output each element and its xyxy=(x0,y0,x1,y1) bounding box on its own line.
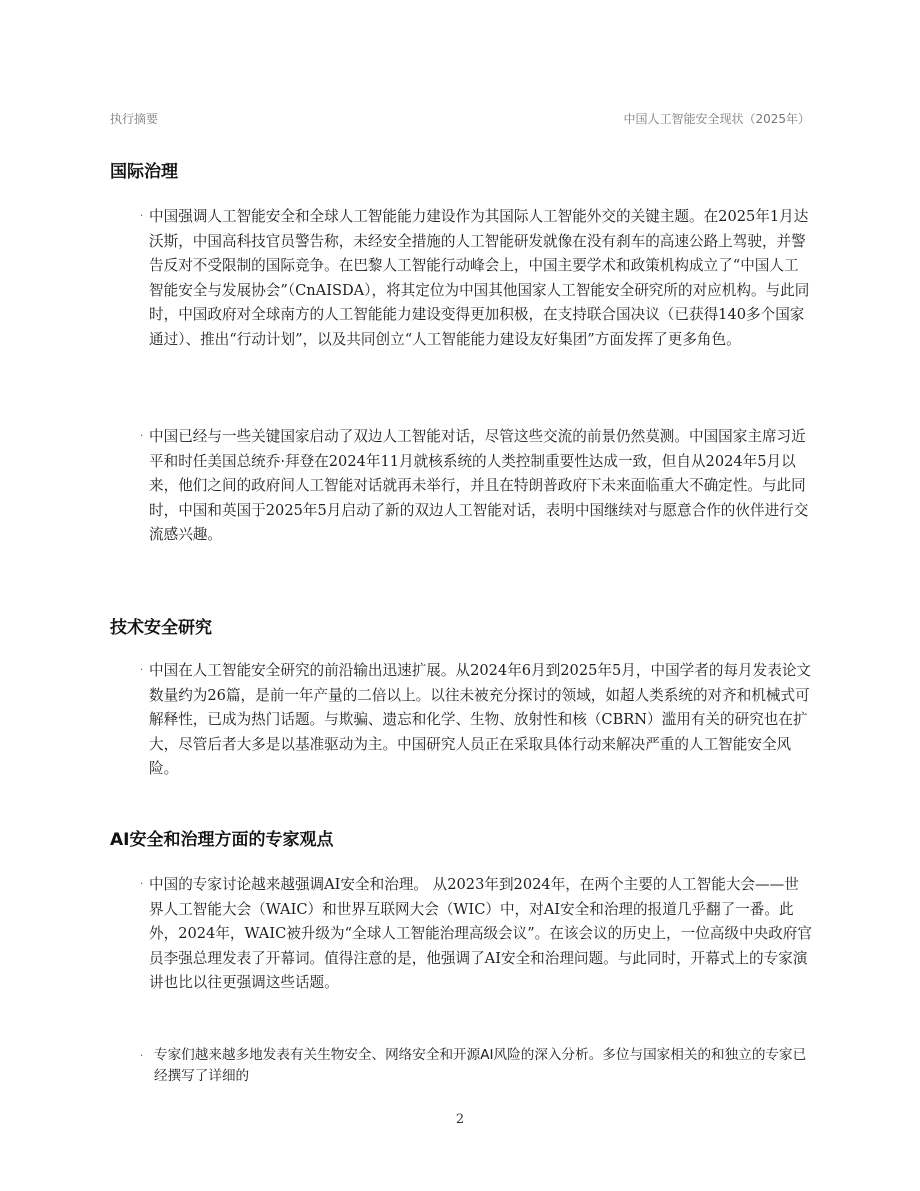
running-header xyxy=(110,110,810,128)
paragraph: 中国的专家讨论越来越强调AI安全和治理。 从2023年到2024年，在两个主要的人工智能大会——世界人工智能大会（WAIC）和世界互联网大会（WIC）中，对AI安全和治理的报道几乎翻了一番。此外，2024年，WAIC被升级为“全球人工智能治理高级会议”。在该会议的历史上，一位高级中央政府官员李强总理发表了开幕词。值得注意的是，他强调了AI安全和治理问题。与此同时，开幕式上的专家演讲也比以往更强调这些话题。 xyxy=(149,876,812,991)
list-item xyxy=(140,1045,812,1087)
bullet-marker: · xyxy=(140,211,144,222)
page-number: 2 xyxy=(455,1112,465,1127)
list-item xyxy=(140,425,812,548)
paragraph: 中国已经与一些关键国家启动了双边人工智能对话，尽管这些交流的前景仍然莫测。中国国家主席习近平和时任美国总统乔·拜登在2024年11月就核系统的人类控制重要性达成一致，但自从2024年5月以来，他们之间的政府间人工智能对话就再未举行，并且在特朗普政府下未来面临重大不确定性。与此同时，中国和英国于2025年5月启动了新的双边人工智能对话，表明中国继续对与愿意合作的伙伴进行交流感兴趣。 xyxy=(149,428,809,543)
bullet-marker: · xyxy=(140,1051,144,1062)
section-heading-international-governance: 国际治理 xyxy=(110,162,178,182)
list-item xyxy=(140,873,812,996)
paragraph: 中国在人工智能安全研究的前沿输出迅速扩展。从2024年6月到2025年5月，中国学者的每月发表论文数量约为26篇，是前一年产量的二倍以上。以往未被充分探讨的领域，如超人类系统的对齐和机械式可解释性，已成为热门话题。与欺骗、遗忘和化学、生物、放射性和核（CBRN）滥用有关的研究也在扩大，尽管后者大多是以基准驱动为主。中国研究人员正在采取具体行动来解决严重的人工智能安全风险。 xyxy=(149,662,812,777)
paragraph: 专家们越来越多地发表有关生物安全、网络安全和开源AI风险的深入分析。多位与国家相关的和独立的专家已经撰写了详细的 xyxy=(154,1047,807,1084)
header-section-label: 执行摘要 xyxy=(110,112,159,126)
section-heading-technical-safety-research: 技术安全研究 xyxy=(110,618,212,638)
paragraph: 中国强调人工智能安全和全球人工智能能力建设作为其国际人工智能外交的关键主题。在2025年1月达沃斯，中国高科技官员警告称，未经安全措施的人工智能研发就像在没有刹车的高速公路上驾驶，并警告反对不受限制的国际竞争。在巴黎人工智能行动峰会上，中国主要学术和政策机构成立了“中国人工智能安全与发展协会”（CnAISDA），将其定位为中国其他国家人工智能安全研究所的对应机构。与此同时，中国政府对全球南方的人工智能能力建设变得更加积极，在支持联合国决议（已获得140多个国家通过）、推出“行动计划”，以及共同创立“人工智能能力建设友好集团”方面发挥了更多角色。 xyxy=(149,208,810,348)
header-report-title: 中国人工智能安全现状（2025年） xyxy=(623,112,810,126)
bullet-marker: · xyxy=(140,879,144,890)
section-heading-expert-views: AI安全和治理方面的专家观点 xyxy=(110,830,334,850)
bullet-marker: · xyxy=(140,665,144,676)
list-item xyxy=(140,205,812,352)
bullet-marker: · xyxy=(140,431,144,442)
list-item xyxy=(140,659,812,782)
